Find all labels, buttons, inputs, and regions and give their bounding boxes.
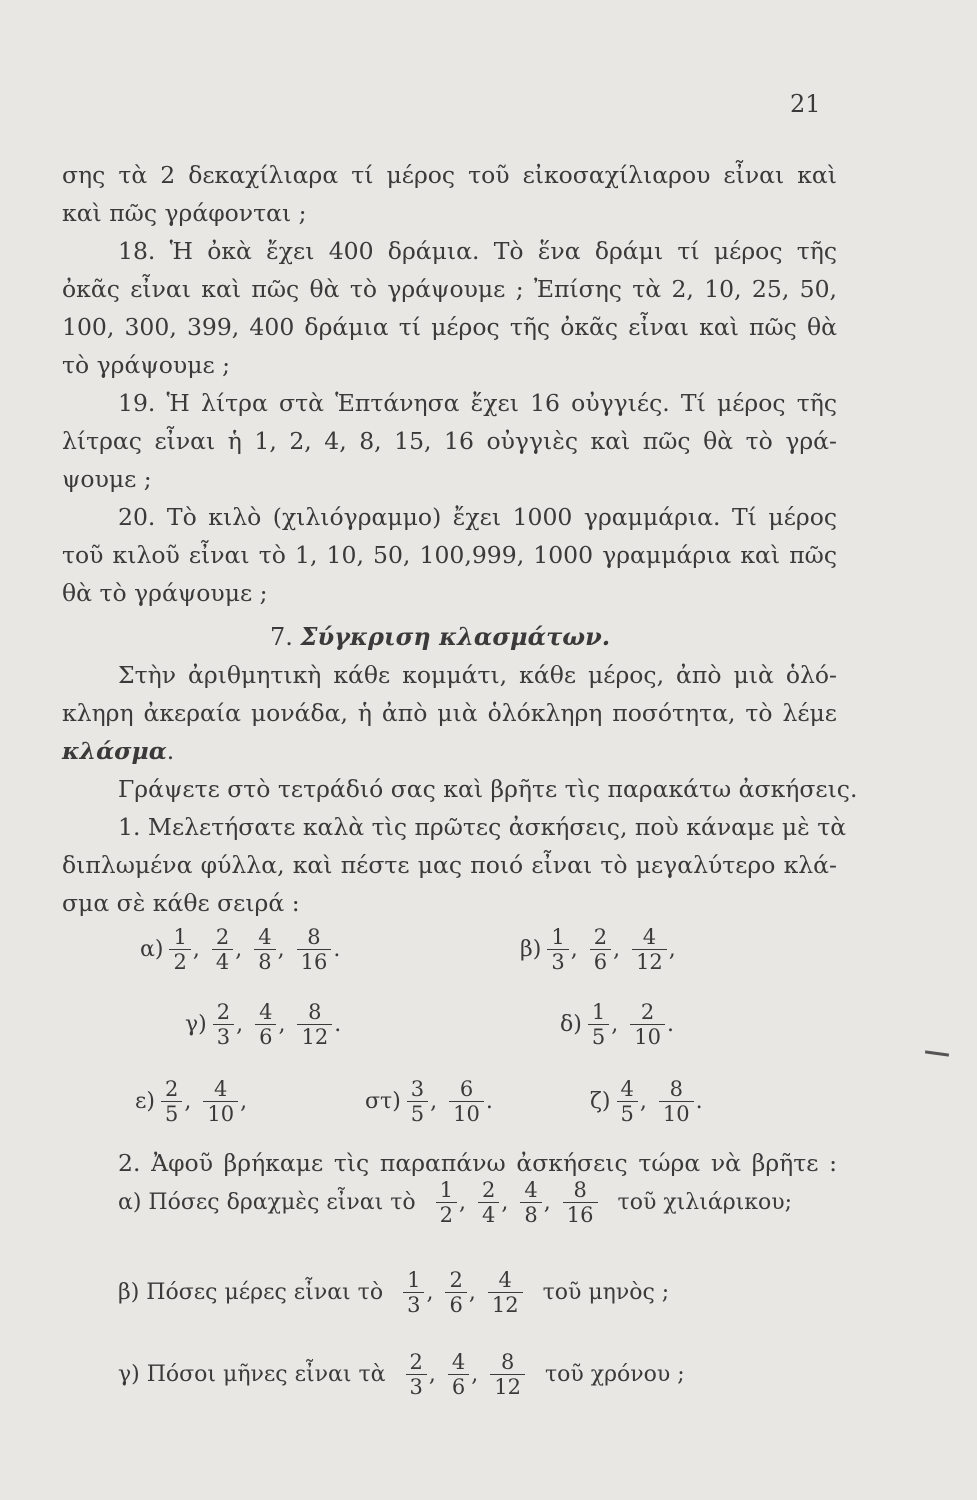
punctuation: , [468,1280,476,1305]
numerator: 4 [620,1077,634,1101]
text-line: 100, 300, 399, 400 δράμια τί μέρος τῆς ὀκᾶς εἶναι καὶ πῶς θὰ [62,313,837,341]
fraction [490,1350,525,1399]
fraction [449,1077,484,1126]
punctuation: , [192,937,200,962]
fraction [406,1350,427,1399]
numerator: 2 [215,925,230,949]
numerator: 1 [551,925,565,949]
exercise-row-d [560,1000,684,1049]
numerator: 4 [498,1268,512,1292]
denominator: 10 [449,1101,484,1126]
punctuation: . [695,1089,703,1114]
text-line: σμα σὲ κάθε σειρά : [62,889,300,917]
fraction [547,925,568,974]
stray-mark [925,1050,949,1056]
numerator: 8 [307,925,321,949]
fraction [169,925,190,974]
fraction [563,1178,598,1227]
fraction [436,1178,457,1227]
text-line: διπλωμένα φύλλα, καὶ πέστε μας ποιό εἶναι τὸ μεγαλύτερο κλά- [62,851,837,879]
text-line: ψουμε ; [62,465,152,493]
fraction [445,1268,466,1317]
section-number: 7. [270,623,293,651]
denominator: 10 [203,1101,238,1126]
punctuation: . [666,1012,674,1037]
text-line: θὰ τὸ γράψουμε ; [62,579,268,607]
denominator: 3 [406,1374,427,1399]
denominator: 5 [161,1101,182,1126]
denominator: 12 [297,1024,332,1049]
section-title: Σύγκριση κλασμάτων. [300,622,611,651]
question-prefix: β) Πόσες μέρες εἶναι τὸ [118,1280,384,1305]
fraction [213,1000,234,1049]
denominator: 2 [436,1202,457,1227]
question-c [118,1350,685,1399]
punctuation: , [277,937,285,962]
question-suffix: τοῦ χρόνου ; [545,1362,685,1387]
text-line: λίτρας εἶναι ἡ 1, 2, 4, 8, 15, 16 οὐγγιὲς καὶ πῶς θὰ τὸ γρά- [62,427,837,455]
fraction [255,1000,276,1049]
numerator: 6 [459,1077,474,1101]
text-line [62,736,837,766]
numerator: 2 [164,1077,179,1101]
numerator: 1 [591,1000,606,1024]
fraction [254,925,275,974]
punctuation: , [570,937,578,962]
fraction [161,1077,182,1126]
fraction [478,1178,499,1227]
question-b [118,1268,669,1317]
text-line: 1. Μελετήσατε καλὰ τὶς πρῶτες ἀσκήσεις, ποὺ κάναμε μὲ τὰ [118,813,847,841]
punctuation: . [334,1012,342,1037]
exercise-row-e [135,1077,257,1126]
punctuation: , [639,1089,647,1114]
punctuation: , [240,1089,248,1114]
text-line: τὸ γράψουμε ; [62,351,231,379]
numerator: 4 [259,1000,273,1024]
numerator: 1 [407,1268,421,1292]
fraction [212,925,233,974]
punctuation: . [485,1089,493,1114]
exercise-label: β) [520,937,542,962]
denominator: 12 [632,949,667,974]
text-line: 19. Ἡ λίτρα στὰ Ἑπτάνησα ἔχει 16 οὐγγιές. Τί μέρος τῆς [118,389,837,417]
punctuation: , [613,937,621,962]
fraction [590,925,611,974]
numerator: 2 [482,1178,496,1202]
denominator: 6 [255,1024,276,1049]
denominator: 5 [407,1101,428,1126]
numerator: 8 [669,1077,683,1101]
fraction [203,1077,238,1126]
term-period: . [166,737,175,765]
denominator: 12 [490,1374,525,1399]
denominator: 6 [448,1374,469,1399]
exercise-label: δ) [560,1012,582,1037]
punctuation: , [611,1012,619,1037]
question-suffix: τοῦ μηνὸς ; [542,1280,670,1305]
denominator: 6 [445,1292,466,1317]
question-prefix: γ) Πόσοι μῆνες εἶναι τὰ [118,1362,386,1387]
fraction [403,1268,424,1317]
exercise-row-b [520,925,686,974]
denominator: 3 [213,1024,234,1049]
numerator: 4 [642,925,657,949]
numerator: 1 [439,1178,454,1202]
exercise-row-z [590,1077,713,1126]
denominator: 16 [297,949,332,974]
numerator: 8 [308,1000,322,1024]
exercise-row-a [140,925,350,974]
numerator: 2 [216,1000,231,1024]
fraction [448,1350,469,1399]
fraction [488,1268,523,1317]
numerator: 4 [524,1178,538,1202]
denominator: 3 [403,1292,424,1317]
denominator: 4 [478,1202,499,1227]
text-line: καὶ πῶς γράφονται ; [62,199,307,227]
numerator: 8 [573,1178,587,1202]
denominator: 8 [520,1202,541,1227]
fraction [588,1000,609,1049]
denominator: 2 [169,949,190,974]
numerator: 2 [449,1268,463,1292]
punctuation: , [459,1190,467,1215]
fraction [617,1077,638,1126]
punctuation: , [428,1362,436,1387]
denominator: 6 [590,949,611,974]
fraction [632,925,667,974]
numerator: 8 [500,1350,515,1374]
exercise-label: γ) [185,1012,207,1037]
punctuation: , [184,1089,192,1114]
page-number: 21 [790,90,821,118]
numerator: 3 [410,1077,425,1101]
text-line: Γράψετε στὸ τετράδιό σας καὶ βρῆτε τὶς παρακάτω ἀσκήσεις. [118,775,858,803]
text-line: 20. Τὸ κιλὸ (χιλιόγραμμο) ἔχει 1000 γραμμάρια. Τί μέρος [118,503,837,531]
fraction [659,1077,694,1126]
denominator: 4 [212,949,233,974]
fraction [297,925,332,974]
numerator: 2 [409,1350,423,1374]
text-line: σης τὰ 2 δεκαχίλιαρα τί μέρος τοῦ εἰκοσαχίλιαρου εἶναι καὶ [62,161,837,189]
exercise-label: στ) [365,1089,401,1114]
numerator: 1 [173,925,187,949]
question-a [118,1178,792,1227]
question-prefix: α) Πόσες δραχμὲς εἶναι τὸ [118,1190,416,1215]
punctuation: , [668,937,676,962]
exercise-label: α) [140,937,164,962]
text-line: κληρη ἀκεραία μονάδα, ἡ ἀπὸ μιὰ ὁλόκληρη ποσότητα, τὸ λέμε [62,699,837,727]
term-klasma: κλάσμα [62,737,167,765]
punctuation: , [430,1089,438,1114]
denominator: 5 [617,1101,638,1126]
exercise-label: ε) [135,1089,155,1114]
fraction [630,1000,665,1049]
denominator: 12 [488,1292,523,1317]
numerator: 4 [258,925,272,949]
text-line: τοῦ κιλοῦ εἶναι τὸ 1, 10, 50, 100,999, 1000 γραμμάρια καὶ πῶς [62,541,837,569]
numerator: 2 [640,1000,655,1024]
question-suffix: τοῦ χιλιάρικου; [617,1190,793,1215]
fraction [520,1178,541,1227]
numerator: 4 [214,1077,228,1101]
text-line: 18. Ἡ ὀκὰ ἔχει 400 δράμια. Τὸ ἕνα δράμι τί μέρος τῆς [118,237,837,265]
denominator: 10 [630,1024,665,1049]
punctuation: , [543,1190,551,1215]
punctuation: , [471,1362,479,1387]
punctuation: , [426,1280,434,1305]
denominator: 5 [588,1024,609,1049]
text-line: 2. Ἀφοῦ βρήκαμε τὶς παραπάνω ἀσκήσεις τώρα νὰ βρῆτε : [118,1149,837,1177]
punctuation: . [333,937,341,962]
punctuation: , [235,937,243,962]
exercise-row-c [185,1000,351,1049]
numerator: 2 [593,925,608,949]
denominator: 8 [254,949,275,974]
text-line: Στὴν ἀριθμητικὴ κάθε κομμάτι, κάθε μέρος, ἀπὸ μιὰ ὁλό- [118,661,837,689]
punctuation: , [278,1012,286,1037]
exercise-row-st [365,1077,503,1126]
denominator: 10 [659,1101,694,1126]
denominator: 16 [563,1202,598,1227]
denominator: 3 [547,949,568,974]
exercise-label: ζ) [590,1089,611,1114]
section-heading [270,622,610,651]
numerator: 4 [451,1350,466,1374]
punctuation: , [501,1190,509,1215]
fraction [407,1077,428,1126]
punctuation: , [236,1012,244,1037]
fraction [297,1000,332,1049]
text-line: ὀκᾶς εἶναι καὶ πῶς θὰ τὸ γράψουμε ; Ἐπίσης τὰ 2, 10, 25, 50, [62,275,837,303]
